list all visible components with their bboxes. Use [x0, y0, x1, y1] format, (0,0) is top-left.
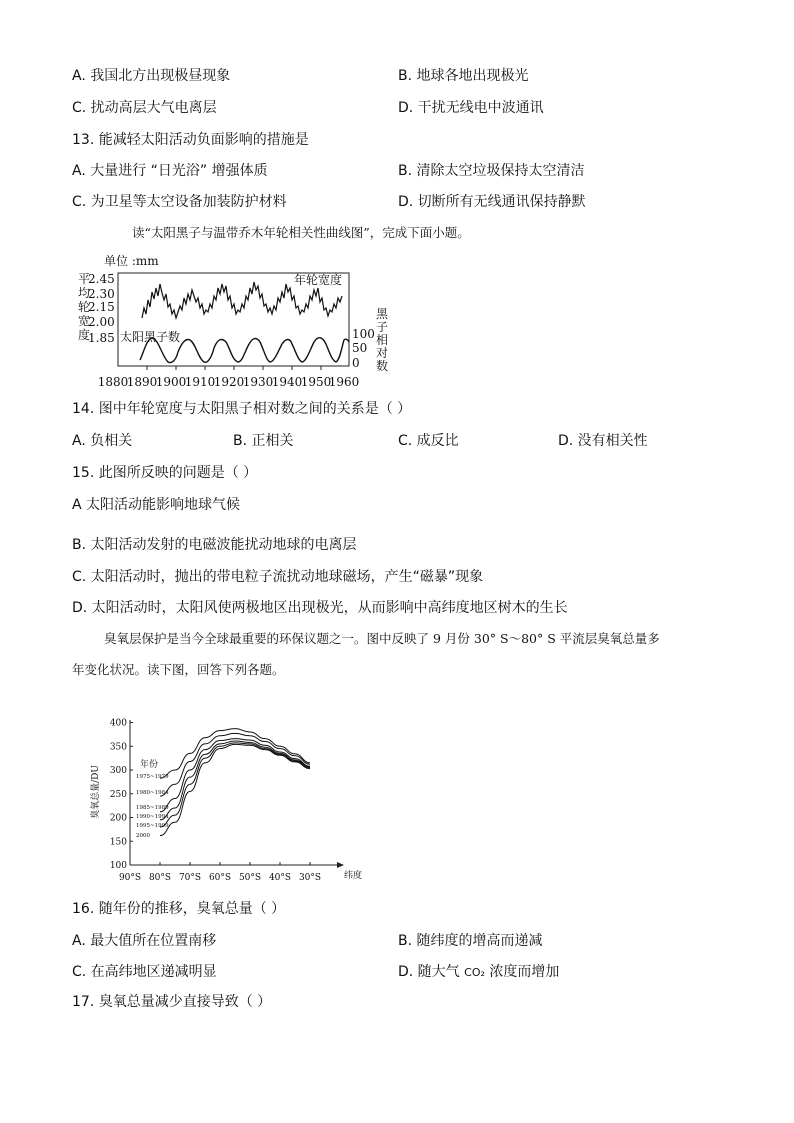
ozone-legend-entry: 1975~1979 — [136, 774, 169, 780]
svg-text:1950: 1950 — [300, 375, 332, 389]
svg-text:子: 子 — [376, 320, 389, 334]
svg-text:黑: 黑 — [376, 307, 389, 321]
svg-text:轮: 轮 — [78, 300, 91, 314]
tree-ring-sunspot-figure — [72, 252, 389, 392]
svg-text:2.15: 2.15 — [88, 300, 115, 314]
svg-text:2.45: 2.45 — [88, 272, 115, 286]
ozone-legend-entry: 1990~1994 — [136, 814, 169, 820]
ozone-legend-entry: 1985~1989 — [136, 805, 169, 811]
svg-text:1910: 1910 — [184, 375, 216, 389]
ozone-x-tick: 60°S — [208, 873, 232, 883]
svg-text:1940: 1940 — [271, 375, 303, 389]
q13-option-c: C. 为卫星等太空设备加装防护材料 — [72, 194, 287, 210]
q16-option-b: B. 随纬度的增高而递减 — [398, 933, 543, 949]
q15-option-a: A 太阳活动能影响地球气候 — [72, 497, 241, 513]
ozone-y-tick: 200 — [109, 813, 127, 824]
q12-option-a: A. 我国北方出现极昼现象 — [72, 68, 231, 84]
intro-ozone-line2: 年变化状况。读下图，回答下列各题。 — [72, 662, 285, 677]
ozone-legend-entry: 2000 — [136, 833, 150, 839]
intro-sunspot: 读“太阳黑子与温带乔木年轮相关性曲线图”，完成下面小题。 — [132, 225, 470, 240]
svg-text:平: 平 — [78, 272, 91, 286]
figure1-unit: 单位 :mm — [104, 254, 159, 268]
q13-option-a: A. 大量进行 “日光浴” 增强体质 — [72, 163, 268, 179]
q13-option-d: D. 切断所有无线通讯保持静默 — [398, 194, 586, 210]
ozone-legend-title: 年份 — [140, 760, 159, 770]
svg-text:1880: 1880 — [97, 375, 129, 389]
q14-stem: 14. 图中年轮宽度与太阳黑子相对数之间的关系是（ ） — [72, 401, 412, 417]
svg-text:宽: 宽 — [78, 314, 91, 328]
ozone-x-tick: 90°S — [118, 873, 142, 883]
ozone-x-tick: 40°S — [268, 873, 292, 883]
svg-text:2.00: 2.00 — [88, 315, 115, 329]
svg-text:对: 对 — [376, 346, 389, 360]
q14-option-c: C. 成反比 — [398, 433, 459, 449]
ozone-legend-entry: 1980~1984 — [136, 790, 169, 796]
q16-option-a: A. 最大值所在位置南移 — [72, 933, 217, 949]
svg-text:100: 100 — [352, 327, 375, 341]
svg-text:相: 相 — [376, 333, 389, 347]
svg-text:1920: 1920 — [213, 375, 245, 389]
ozone-legend-entry: 1995~1999 — [136, 823, 169, 829]
figure1-left-ticks — [88, 272, 115, 345]
intro-ozone-line1: 臭氧层保护是当今全球最重要的环保议题之一。图中反映了 9 月份 30° S～80° S 平流层臭氧总量多 — [104, 631, 660, 646]
q15-option-d: D. 太阳活动时，太阳风使两极地区出现极光，从而影响中高纬度地区树木的生长 — [72, 600, 568, 616]
ozone-chart — [82, 712, 372, 888]
svg-text:1960: 1960 — [328, 375, 360, 389]
svg-text:50: 50 — [352, 341, 368, 355]
ozone-y-tick: 150 — [109, 837, 127, 848]
svg-text:均: 均 — [78, 286, 91, 300]
ozone-series-2000 — [160, 744, 310, 835]
q12-option-b: B. 地球各地出现极光 — [398, 68, 529, 84]
q14-option-b: B. 正相关 — [233, 433, 294, 449]
sunspot-label: 太阳黑子数 — [120, 330, 181, 344]
svg-text:1900: 1900 — [155, 375, 187, 389]
q14-option-a: A. 负相关 — [72, 433, 133, 449]
q17-stem: 17. 臭氧总量减少直接导致（ ） — [72, 994, 272, 1010]
q15-option-c: C. 太阳活动时，抛出的带电粒子流扰动地球磁场，产生“磁暴”现象 — [72, 569, 484, 585]
q13-option-b: B. 清除太空垃圾保持太空清洁 — [398, 163, 585, 179]
ozone-y-tick: 300 — [109, 766, 127, 776]
ozone-y-tick: 400 — [109, 718, 127, 729]
q16-option-c: C. 在高纬地区递减明显 — [72, 964, 217, 980]
figure1-right-label — [376, 307, 389, 373]
svg-text:度: 度 — [78, 328, 91, 342]
q16-stem: 16. 随年份的推移，臭氧总量（ ） — [72, 901, 286, 917]
q13-stem: 13. 能减轻太阳活动负面影响的措施是 — [72, 132, 309, 148]
q12-option-c: C. 扰动高层大气电离层 — [72, 100, 217, 116]
q15-stem: 15. 此图所反映的问题是（ ） — [72, 465, 258, 481]
ozone-y-label: 臭氧总量/DU — [91, 765, 101, 819]
ozone-series-1975~1979 — [160, 729, 310, 778]
svg-text:0: 0 — [352, 356, 360, 370]
ozone-y-tick: 250 — [109, 789, 127, 800]
ozone-x-tick: 50°S — [238, 873, 262, 883]
svg-text:2.30: 2.30 — [88, 287, 115, 301]
q15-option-b: B. 太阳活动发射的电磁波能扰动地球的电离层 — [72, 537, 357, 553]
ozone-x-axis-arrow — [337, 862, 344, 868]
svg-text:数: 数 — [376, 359, 389, 373]
ozone-y-tick: 100 — [109, 861, 127, 871]
q14-option-d: D. 没有相关性 — [558, 433, 648, 449]
ozone-x-tick: 70°S — [178, 873, 202, 883]
q16-option-d: D. 随大气 CO₂ 浓度而增加 — [398, 964, 560, 980]
tree-ring-curve — [142, 282, 342, 318]
ozone-y-tick: 350 — [109, 742, 127, 753]
ring-width-label: 年轮宽度 — [294, 273, 343, 287]
ozone-x-tick: 80°S — [148, 873, 172, 883]
svg-text:1.85: 1.85 — [88, 331, 115, 345]
svg-text:1930: 1930 — [242, 375, 274, 389]
svg-text:1890: 1890 — [126, 375, 158, 389]
ozone-x-tick: 30°S — [298, 873, 322, 883]
q12-option-d: D. 干扰无线电中波通讯 — [398, 100, 544, 116]
figure1-right-ticks — [352, 327, 375, 370]
figure1-x-ticks — [98, 375, 360, 389]
ozone-x-label: 纬度 — [344, 871, 363, 881]
